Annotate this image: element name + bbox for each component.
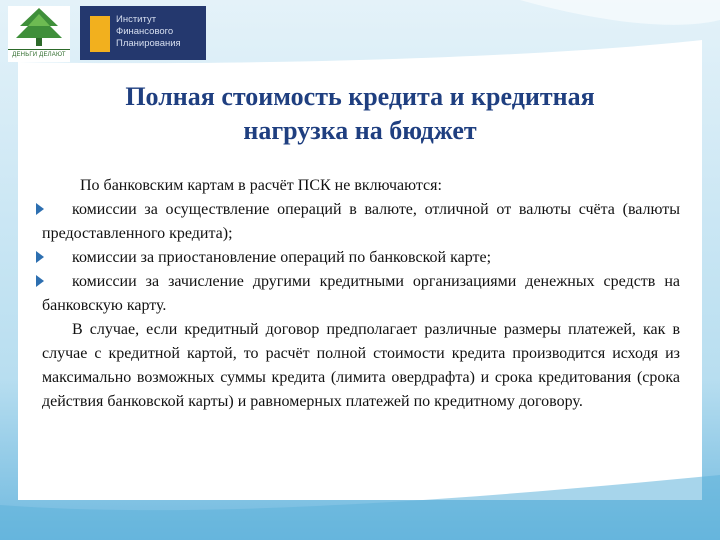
slide-body — [42, 174, 680, 414]
title-line-2: нагрузка на бюджет — [243, 116, 477, 145]
logo-accent-square — [90, 16, 110, 52]
logo-right — [80, 6, 206, 60]
bullet-item — [42, 198, 680, 246]
logo-line-1: Институт — [116, 14, 157, 25]
bullet-text: комиссии за осуществление операций в валюте, отличной от валюты счёта (валюты предоставленного кредита); — [42, 201, 680, 242]
intro-text: По банковским картам в расчёт ПСК не включаются: — [80, 177, 442, 194]
title-line-1: Полная стоимость кредита и кредитная — [125, 82, 595, 111]
logo-line-3: Планирования — [116, 38, 181, 49]
bullet-text: комиссии за зачисление другими кредитными организациями денежных средств на банковскую карту. — [42, 273, 680, 314]
logo-left-caption: ДЕНЬГИ ДЕЛАЮТ — [8, 49, 70, 60]
triangle-bullet-icon — [36, 251, 44, 263]
slide-title — [60, 80, 660, 148]
logo-right-text — [116, 14, 202, 50]
body-paragraph: В случае, если кредитный договор предполагает различные размеры платежей, как в случае с кредитной картой, то расчёт полной стоимости кредита производится исходя из максимально возможных суммы кредита (лимита овердрафта) и срока кредитования (срока действия банковской карты) и равномерных платежей по кредитному договору. — [42, 321, 680, 410]
bullet-text: комиссии за приостановление операций по банковской карте; — [72, 249, 492, 266]
logo-line-2: Финансового — [116, 26, 174, 37]
bullet-item — [42, 270, 680, 318]
logo-left — [8, 6, 70, 62]
tree-icon — [8, 6, 70, 50]
triangle-bullet-icon — [36, 203, 44, 215]
bullet-item — [42, 246, 680, 270]
triangle-bullet-icon — [36, 275, 44, 287]
